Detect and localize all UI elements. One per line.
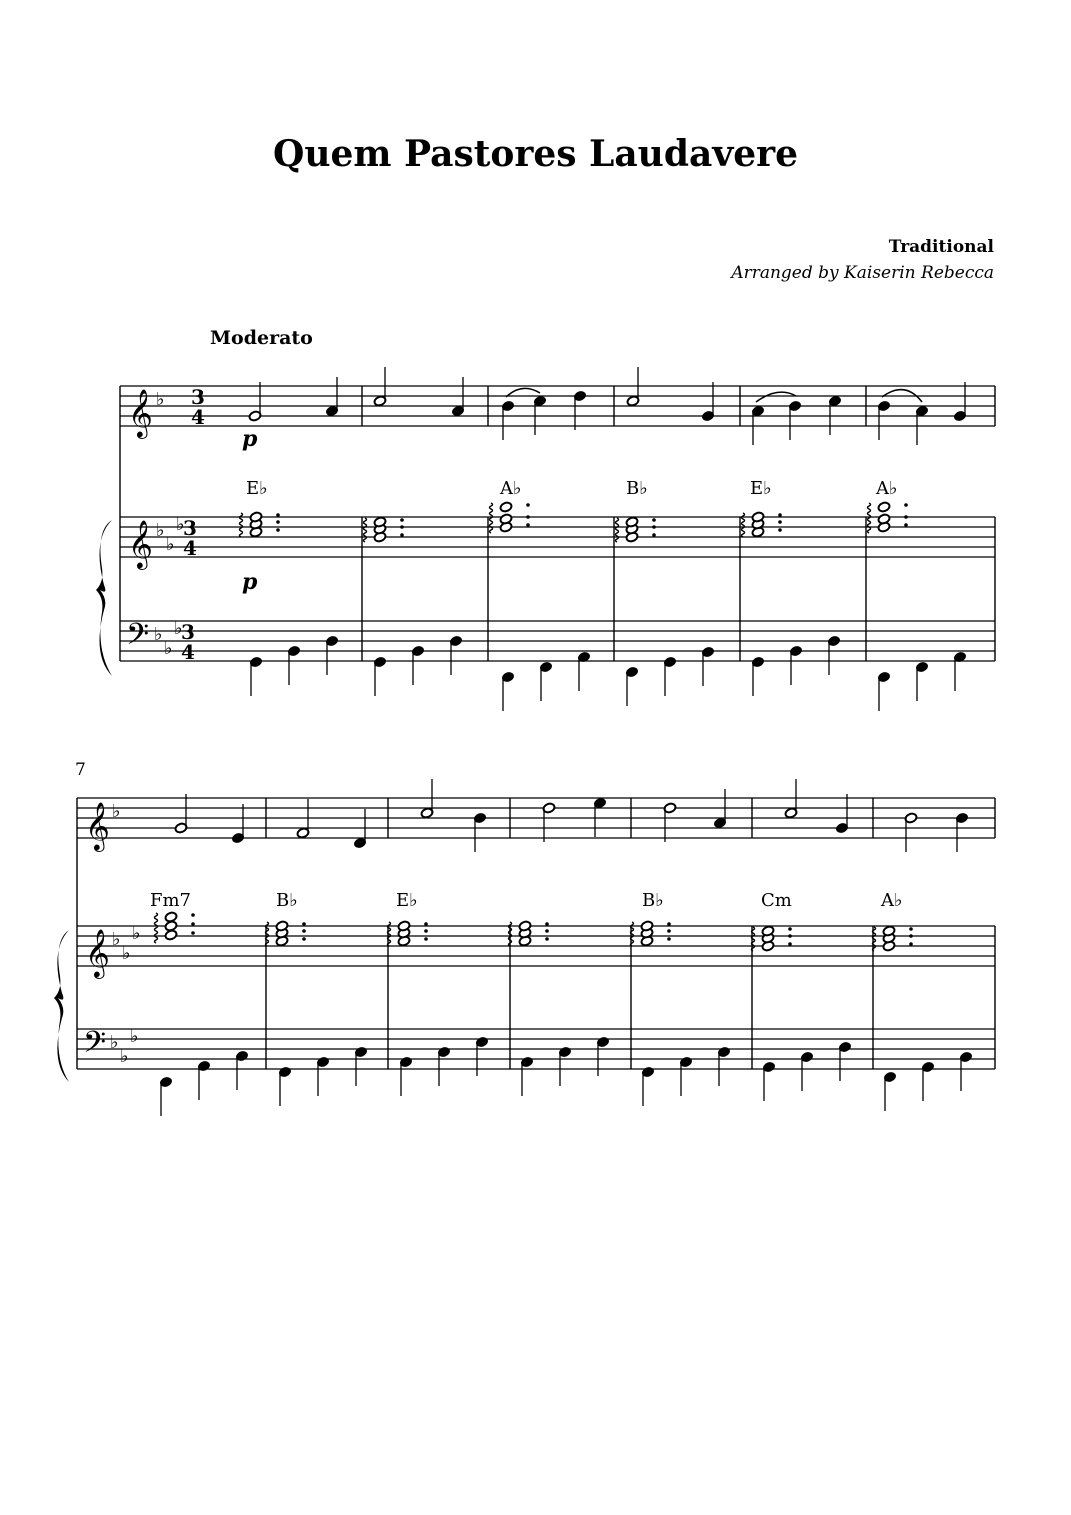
key-signature-flat: ♭: [156, 389, 165, 410]
bass-note: [558, 1046, 571, 1086]
bass-note: [883, 1071, 896, 1111]
grand-staff-brace: [96, 520, 112, 676]
arpeggio-mark: [868, 503, 871, 533]
treble-clef-icon: 𝄞: [85, 928, 110, 977]
bass-note: [800, 1051, 813, 1091]
song-title: Quem Pastores Laudavere: [272, 133, 799, 175]
melody-note: [877, 400, 890, 440]
bass-note: [751, 656, 764, 696]
augmentation-dot: [424, 937, 428, 941]
melody-note: [296, 799, 309, 839]
chord-symbol: A♭: [876, 478, 898, 499]
chord-symbol: B♭: [276, 890, 298, 911]
key-signature-flat: ♭: [132, 923, 141, 944]
melody-note: [174, 794, 187, 834]
augmentation-dot: [424, 922, 428, 926]
augmentation-dot: [788, 942, 792, 946]
bass-note: [197, 1060, 210, 1100]
augmentation-dot: [778, 520, 782, 524]
melody-note: [420, 779, 433, 819]
augmentation-dot: [526, 503, 530, 507]
augmentation-dot: [276, 520, 280, 524]
melody-note: [542, 802, 555, 842]
arpeggio-mark: [155, 913, 158, 943]
augmentation-dot: [545, 937, 549, 941]
melody-note: [784, 779, 797, 819]
melody-note: [701, 382, 714, 422]
augmentation-dot: [667, 922, 671, 926]
key-signature-flat: ♭: [120, 1046, 129, 1067]
arpeggio-mark: [616, 518, 619, 542]
arpeggio-mark: [364, 518, 367, 542]
bass-note: [249, 656, 262, 696]
melody-note: [953, 382, 966, 422]
bass-note: [159, 1076, 172, 1116]
key-signature-flat: ♭: [154, 624, 163, 645]
piano-chord: [266, 920, 306, 947]
bass-note: [437, 1046, 450, 1086]
key-signature-flat: ♭: [112, 801, 121, 822]
piano-chord: [509, 920, 549, 947]
time-signature-top: 3: [183, 516, 197, 540]
piano-chord: [388, 920, 428, 947]
time-signature-top: 3: [181, 620, 195, 644]
arpeggio-mark: [490, 503, 493, 533]
chord-notehead: [877, 501, 890, 513]
melody-note: [501, 400, 514, 440]
bass-note: [877, 671, 890, 711]
bass-note: [325, 635, 338, 675]
bass-note: [959, 1051, 972, 1091]
melody-note: [373, 367, 386, 407]
time-signature-top: 3: [191, 385, 205, 409]
bass-note: [411, 645, 424, 685]
chord-symbol: Fm7: [150, 890, 192, 911]
melody-note: [533, 395, 546, 435]
augmentation-dot: [302, 922, 306, 926]
melody-note: [915, 405, 928, 445]
melody-staff-2: [77, 798, 995, 838]
bass-note: [316, 1056, 329, 1096]
melody-note: [473, 812, 486, 852]
bass-note: [679, 1056, 692, 1096]
augmentation-dot: [276, 528, 280, 532]
time-signature-bottom: 4: [181, 640, 195, 664]
melody-note: [904, 812, 917, 852]
key-signature-flat: ♭: [130, 1026, 139, 1047]
augmentation-dot: [909, 934, 913, 938]
treble-clef-icon: 𝄞: [128, 388, 153, 437]
chord-symbol: Cm: [761, 890, 792, 911]
bass-note: [520, 1056, 533, 1096]
score-layer: [54, 367, 995, 1116]
bass-note: [354, 1046, 367, 1086]
key-signature-flat: ♭: [112, 929, 121, 950]
bass-note: [278, 1066, 291, 1106]
augmentation-dot: [545, 922, 549, 926]
slur-mark: [756, 392, 796, 402]
augmentation-dot: [904, 515, 908, 519]
bass-note: [953, 651, 966, 691]
bass-note: [915, 661, 928, 701]
bass-note: [717, 1046, 730, 1086]
augmentation-dot: [191, 931, 195, 935]
augmentation-dot: [909, 942, 913, 946]
augmentation-dot: [667, 929, 671, 933]
augmentation-dot: [400, 525, 404, 529]
bass-note: [539, 661, 552, 701]
augmentation-dot: [778, 513, 782, 517]
bass-note: [838, 1041, 851, 1081]
augmentation-dot: [652, 533, 656, 537]
bass-note: [235, 1050, 248, 1090]
piano-bass-staff-1: [120, 621, 995, 661]
augmentation-dot: [400, 533, 404, 537]
melody-note: [325, 377, 338, 417]
time-signature-bottom: 4: [191, 405, 205, 429]
bass-clef-icon: 𝄢: [83, 1026, 107, 1067]
melody-note: [828, 395, 841, 435]
augmentation-dot: [652, 525, 656, 529]
chord-symbol: B♭: [626, 478, 648, 499]
chord-symbol: E♭: [396, 890, 418, 911]
composer-credit: Traditional: [888, 237, 994, 257]
key-signature-flat: ♭: [166, 534, 175, 555]
piano-chord: [240, 511, 280, 538]
augmentation-dot: [545, 929, 549, 933]
melody-note: [788, 400, 801, 440]
bass-note: [596, 1036, 609, 1076]
piano-chord: [873, 925, 913, 952]
bass-note: [663, 656, 676, 696]
bass-note: [399, 1056, 412, 1096]
piano-chord: [616, 516, 656, 543]
tempo-marking: Moderato: [210, 327, 313, 349]
piano-bass-staff-2: [77, 1029, 995, 1069]
augmentation-dot: [909, 927, 913, 931]
key-signature-flat: ♭: [156, 520, 165, 541]
key-signature-flat: ♭: [122, 943, 131, 964]
arranger-credit: Arranged by Kaiserin Rebecca: [731, 263, 994, 283]
melody-note: [231, 804, 244, 844]
augmentation-dot: [191, 913, 195, 917]
augmentation-dot: [276, 513, 280, 517]
augmentation-dot: [526, 515, 530, 519]
chord-notehead: [164, 911, 177, 923]
treble-clef-icon: 𝄞: [85, 801, 110, 850]
melody-note: [573, 390, 586, 430]
dynamic-piano-accompaniment: p: [242, 569, 258, 595]
bass-note: [762, 1061, 775, 1101]
bass-note: [789, 645, 802, 685]
melody-note: [663, 802, 676, 842]
melody-note: [835, 794, 848, 834]
chord-symbol: E♭: [750, 478, 772, 499]
augmentation-dot: [778, 528, 782, 532]
augmentation-dot: [302, 937, 306, 941]
melody-note: [955, 812, 968, 852]
bass-note: [701, 646, 714, 686]
bass-note: [287, 645, 300, 685]
bass-note: [641, 1066, 654, 1106]
augmentation-dot: [526, 523, 530, 527]
augmentation-dot: [904, 523, 908, 527]
augmentation-dot: [788, 927, 792, 931]
augmentation-dot: [424, 929, 428, 933]
bass-note: [475, 1036, 488, 1076]
piano-chord: [752, 925, 792, 952]
bass-clef-icon: 𝄢: [126, 618, 150, 659]
melody-note: [593, 797, 606, 837]
time-signature-bottom: 4: [183, 536, 197, 560]
bass-note: [577, 651, 590, 691]
augmentation-dot: [904, 503, 908, 507]
chord-notehead: [499, 501, 512, 513]
measure-number: 7: [75, 760, 86, 780]
melody-note: [248, 382, 261, 422]
treble-clef-icon: 𝄞: [128, 519, 153, 568]
bass-note: [501, 671, 514, 711]
augmentation-dot: [652, 518, 656, 522]
augmentation-dot: [302, 929, 306, 933]
key-signature-flat: ♭: [110, 1032, 119, 1053]
chord-symbol: A♭: [881, 890, 903, 911]
bass-note: [625, 666, 638, 706]
piano-chord: [155, 911, 195, 943]
augmentation-dot: [788, 934, 792, 938]
augmentation-dot: [400, 518, 404, 522]
augmentation-dot: [191, 922, 195, 926]
bass-note: [373, 656, 386, 696]
piano-chord: [631, 920, 671, 947]
piano-chord: [742, 511, 782, 538]
melody-note: [353, 809, 366, 849]
grand-staff-brace: [54, 930, 69, 1082]
chord-symbol: A♭: [500, 478, 522, 499]
augmentation-dot: [667, 937, 671, 941]
dynamic-piano-melody: p: [242, 426, 258, 452]
melody-note: [751, 405, 764, 445]
bass-note: [449, 635, 462, 675]
key-signature-flat: ♭: [176, 514, 185, 535]
melody-note: [451, 377, 464, 417]
key-signature-flat: ♭: [174, 618, 183, 639]
chord-symbol: B♭: [642, 890, 664, 911]
melody-note: [626, 367, 639, 407]
piano-treble-staff-2: [77, 926, 995, 966]
bass-note: [827, 635, 840, 675]
piano-chord: [364, 516, 404, 543]
chord-symbol: E♭: [246, 478, 268, 499]
melody-note: [713, 789, 726, 829]
bass-note: [921, 1061, 934, 1101]
key-signature-flat: ♭: [164, 638, 173, 659]
